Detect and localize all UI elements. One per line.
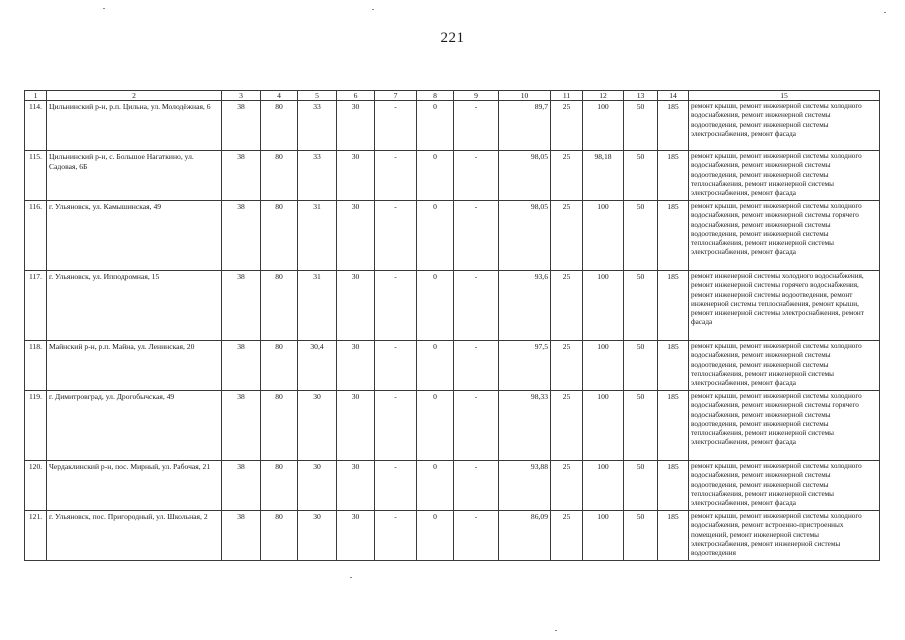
cell-col-12: 100 xyxy=(583,201,624,271)
cell-col-13: 50 xyxy=(624,391,658,461)
row-number: 121. xyxy=(25,511,47,561)
cell-col-12: 100 xyxy=(583,341,624,391)
cell-col-10: 93,6 xyxy=(499,271,551,341)
cell-col-14: 185 xyxy=(658,511,689,561)
cell-col-6: 30 xyxy=(337,201,375,271)
page-number: 221 xyxy=(440,30,465,46)
column-header-15: 15 xyxy=(689,91,880,101)
cell-col-5: 30 xyxy=(298,511,337,561)
column-header-6: 6 xyxy=(337,91,375,101)
cell-col-6: 30 xyxy=(337,341,375,391)
column-header-11: 11 xyxy=(551,91,583,101)
cell-col-4: 80 xyxy=(261,201,298,271)
cell-col-10: 98,33 xyxy=(499,391,551,461)
cell-col-10: 97,5 xyxy=(499,341,551,391)
column-header-2: 2 xyxy=(47,91,222,101)
cell-col-5: 30 xyxy=(298,391,337,461)
column-header-1: 1 xyxy=(25,91,47,101)
row-works-list: ремонт крыши, ремонт инженерной системы холодного водоснабжения, ремонт инженерной системы водоотведения, ремонт инженерной системы теплоснабжения, ремонт инженерной системы электроснабжения, ремонт фасада xyxy=(689,461,880,511)
cell-col-11: 25 xyxy=(551,391,583,461)
row-works-list: ремонт инженерной системы холодного водоснабжения, ремонт инженерной системы горячего водоснабжения, ремонт инженерной системы водоотведения, ремонт инженерной системы теплоснабжения, ремонт крыши, ремонт инженерной системы электроснабжения, ремонт фасада xyxy=(689,271,880,341)
column-header-9: 9 xyxy=(454,91,499,101)
cell-col-7: - xyxy=(375,391,417,461)
column-header-8: 8 xyxy=(417,91,454,101)
cell-col-3: 38 xyxy=(222,201,261,271)
cell-col-9: - xyxy=(454,391,499,461)
table-row xyxy=(25,271,880,341)
cell-col-13: 50 xyxy=(624,101,658,151)
cell-col-12: 100 xyxy=(583,271,624,341)
cell-col-3: 38 xyxy=(222,391,261,461)
cell-col-14: 185 xyxy=(658,341,689,391)
row-works-list: ремонт крыши, ремонт инженерной системы холодного водоснабжения, ремонт инженерной системы горячего водоснабжения, ремонт инженерной системы водоотведения, ремонт инженерной системы теплоснабжения, ремонт инженерной системы электроснабжения, ремонт фасада xyxy=(689,391,880,461)
cell-col-9: - xyxy=(454,151,499,201)
cell-col-9: - xyxy=(454,461,499,511)
cell-col-3: 38 xyxy=(222,511,261,561)
cell-col-4: 80 xyxy=(261,151,298,201)
table-row xyxy=(25,201,880,271)
cell-col-6: 30 xyxy=(337,271,375,341)
cell-col-8: 0 xyxy=(417,201,454,271)
cell-col-12: 100 xyxy=(583,101,624,151)
cell-col-4: 80 xyxy=(261,341,298,391)
scan-speck xyxy=(350,577,352,578)
cell-col-4: 80 xyxy=(261,391,298,461)
table-row xyxy=(25,511,880,561)
cell-col-10: 98,05 xyxy=(499,151,551,201)
row-address: Майнский р-н, р.п. Майна, ул. Ленинская, 20 xyxy=(47,341,222,391)
row-address: Цильнинский р-н, с. Большое Нагаткино, ул. Садовая, 6Б xyxy=(47,151,222,201)
row-number: 114. xyxy=(25,101,47,151)
cell-col-11: 25 xyxy=(551,341,583,391)
table-row xyxy=(25,461,880,511)
table-row xyxy=(25,341,880,391)
column-header-5: 5 xyxy=(298,91,337,101)
cell-col-5: 31 xyxy=(298,271,337,341)
cell-col-9: - xyxy=(454,341,499,391)
table-row xyxy=(25,151,880,201)
cell-col-5: 33 xyxy=(298,151,337,201)
cell-col-8: 0 xyxy=(417,341,454,391)
scan-speck xyxy=(372,9,374,10)
cell-col-5: 30,4 xyxy=(298,341,337,391)
cell-col-11: 25 xyxy=(551,151,583,201)
cell-col-9: - xyxy=(454,271,499,341)
cell-col-6: 30 xyxy=(337,461,375,511)
row-address: г. Ульяновск, ул. Ипподромная, 15 xyxy=(47,271,222,341)
header-row xyxy=(25,91,880,101)
cell-col-7: - xyxy=(375,201,417,271)
cell-col-7: - xyxy=(375,101,417,151)
column-header-3: 3 xyxy=(222,91,261,101)
cell-col-10: 98,05 xyxy=(499,201,551,271)
table-row xyxy=(25,101,880,151)
scan-speck xyxy=(103,8,105,9)
cell-col-7: - xyxy=(375,151,417,201)
cell-col-3: 38 xyxy=(222,461,261,511)
cell-col-4: 80 xyxy=(261,511,298,561)
cell-col-12: 100 xyxy=(583,511,624,561)
cell-col-11: 25 xyxy=(551,201,583,271)
cell-col-12: 100 xyxy=(583,461,624,511)
cell-col-9: - xyxy=(454,511,499,561)
cell-col-13: 50 xyxy=(624,271,658,341)
column-header-7: 7 xyxy=(375,91,417,101)
row-address: Цильнинский р-н, р.п. Цильна, ул. Молодёжная, 6 xyxy=(47,101,222,151)
cell-col-14: 185 xyxy=(658,101,689,151)
cell-col-12: 100 xyxy=(583,391,624,461)
cell-col-10: 89,7 xyxy=(499,101,551,151)
cell-col-12: 98,18 xyxy=(583,151,624,201)
cell-col-6: 30 xyxy=(337,151,375,201)
cell-col-9: - xyxy=(454,201,499,271)
cell-col-10: 93,88 xyxy=(499,461,551,511)
cell-col-7: - xyxy=(375,511,417,561)
cell-col-14: 185 xyxy=(658,151,689,201)
column-header-4: 4 xyxy=(261,91,298,101)
column-header-13: 13 xyxy=(624,91,658,101)
cell-col-8: 0 xyxy=(417,101,454,151)
row-number: 116. xyxy=(25,201,47,271)
cell-col-5: 30 xyxy=(298,461,337,511)
cell-col-3: 38 xyxy=(222,151,261,201)
cell-col-7: - xyxy=(375,461,417,511)
cell-col-6: 30 xyxy=(337,511,375,561)
cell-col-9: - xyxy=(454,101,499,151)
cell-col-10: 86,09 xyxy=(499,511,551,561)
row-works-list: ремонт крыши, ремонт инженерной системы холодного водоснабжения, ремонт встроенно-пристроенных помещений, ремонт инженерной системы электроснабжения, ремонт инженерной системы водоотведения xyxy=(689,511,880,561)
scan-speck xyxy=(555,630,557,631)
cell-col-11: 25 xyxy=(551,271,583,341)
cell-col-3: 38 xyxy=(222,271,261,341)
cell-col-5: 31 xyxy=(298,201,337,271)
cell-col-4: 80 xyxy=(261,461,298,511)
row-number: 119. xyxy=(25,391,47,461)
cell-col-4: 80 xyxy=(261,271,298,341)
row-works-list: ремонт крыши, ремонт инженерной системы холодного водоснабжения, ремонт инженерной системы водоотведения, ремонт инженерной системы электроснабжения, ремонт фасада xyxy=(689,101,880,151)
cell-col-8: 0 xyxy=(417,391,454,461)
column-header-14: 14 xyxy=(658,91,689,101)
row-number: 115. xyxy=(25,151,47,201)
row-number: 117. xyxy=(25,271,47,341)
row-works-list: ремонт крыши, ремонт инженерной системы холодного водоснабжения, ремонт инженерной системы горячего водоснабжения, ремонт инженерной системы водоотведения, ремонт инженерной системы теплоснабжения, ремонт инженерной системы электроснабжения, ремонт фасада xyxy=(689,201,880,271)
cell-col-8: 0 xyxy=(417,511,454,561)
row-number: 118. xyxy=(25,341,47,391)
cell-col-3: 38 xyxy=(222,101,261,151)
cell-col-7: - xyxy=(375,341,417,391)
cell-col-7: - xyxy=(375,271,417,341)
cell-col-13: 50 xyxy=(624,511,658,561)
cell-col-13: 50 xyxy=(624,201,658,271)
column-header-10: 10 xyxy=(499,91,551,101)
cell-col-6: 30 xyxy=(337,391,375,461)
cell-col-13: 50 xyxy=(624,151,658,201)
cell-col-3: 38 xyxy=(222,341,261,391)
row-works-list: ремонт крыши, ремонт инженерной системы холодного водоснабжения, ремонт инженерной системы водоотведения, ремонт инженерной системы теплоснабжения, ремонт инженерной системы электроснабжения, ремонт фасада xyxy=(689,341,880,391)
cell-col-8: 0 xyxy=(417,151,454,201)
cell-col-8: 0 xyxy=(417,271,454,341)
cell-col-13: 50 xyxy=(624,341,658,391)
cell-col-14: 185 xyxy=(658,201,689,271)
table-body xyxy=(25,101,880,561)
row-address: г. Ульяновск, ул. Камышинская, 49 xyxy=(47,201,222,271)
cell-col-14: 185 xyxy=(658,461,689,511)
row-number: 120. xyxy=(25,461,47,511)
row-address: г. Димитровград, ул. Дрогобычская, 49 xyxy=(47,391,222,461)
cell-col-14: 185 xyxy=(658,271,689,341)
cell-col-11: 25 xyxy=(551,101,583,151)
cell-col-11: 25 xyxy=(551,461,583,511)
cell-col-11: 25 xyxy=(551,511,583,561)
column-header-12: 12 xyxy=(583,91,624,101)
housing-repair-table xyxy=(24,90,880,561)
scan-speck xyxy=(884,12,886,13)
row-works-list: ремонт крыши, ремонт инженерной системы холодного водоснабжения, ремонт инженерной системы водоотведения, ремонт инженерной системы теплоснабжения, ремонт инженерной системы электроснабжения, ремонт фасада xyxy=(689,151,880,201)
cell-col-5: 33 xyxy=(298,101,337,151)
cell-col-6: 30 xyxy=(337,101,375,151)
row-address: Чердаклинский р-н, пос. Мирный, ул. Рабочая, 21 xyxy=(47,461,222,511)
cell-col-14: 185 xyxy=(658,391,689,461)
cell-col-13: 50 xyxy=(624,461,658,511)
cell-col-8: 0 xyxy=(417,461,454,511)
table-row xyxy=(25,391,880,461)
cell-col-4: 80 xyxy=(261,101,298,151)
row-address: г. Ульяновск, пос. Пригородный, ул. Школьная, 2 xyxy=(47,511,222,561)
